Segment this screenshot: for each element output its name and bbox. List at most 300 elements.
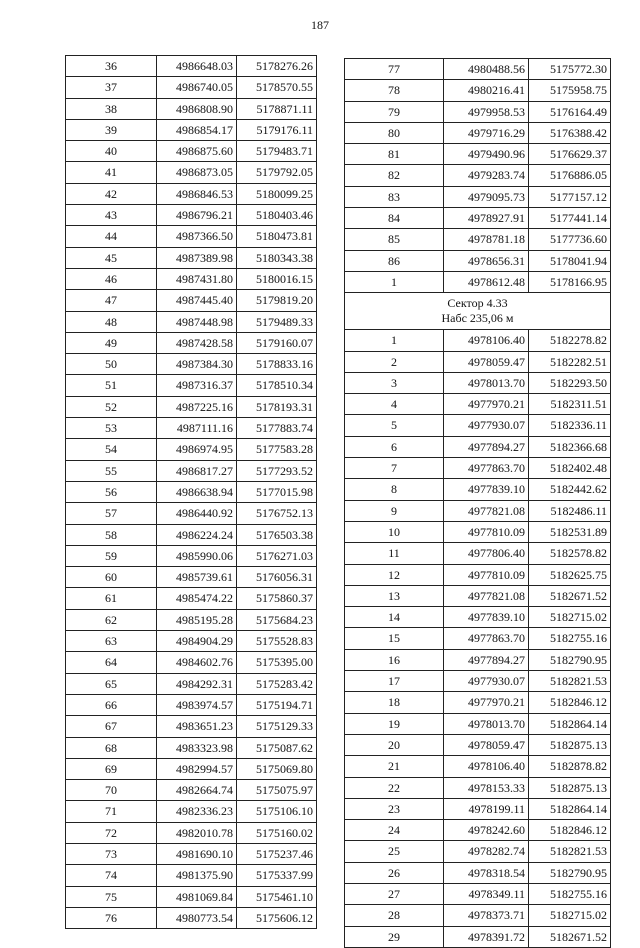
point-number: 57 — [66, 503, 157, 524]
table-row — [66, 268, 317, 289]
x-coordinate: 4987225.16 — [157, 396, 237, 417]
point-number: 2 — [345, 351, 444, 372]
x-coordinate: 4977821.08 — [444, 585, 529, 606]
table-row — [66, 524, 317, 545]
y-coordinate: 5182864.14 — [529, 713, 611, 734]
point-number: 79 — [345, 101, 444, 122]
x-coordinate: 4978282.74 — [444, 841, 529, 862]
y-coordinate: 5175283.42 — [237, 673, 317, 694]
sector-header — [345, 293, 611, 330]
point-number: 39 — [66, 119, 157, 140]
point-number: 15 — [345, 628, 444, 649]
table-row — [345, 122, 611, 143]
y-coordinate: 5182875.13 — [529, 734, 611, 755]
x-coordinate: 4979716.29 — [444, 122, 529, 143]
table-row — [345, 208, 611, 229]
point-number: 28 — [345, 905, 444, 926]
point-number: 43 — [66, 205, 157, 226]
y-coordinate: 5177157.12 — [529, 186, 611, 207]
point-number: 14 — [345, 607, 444, 628]
table-row — [66, 439, 317, 460]
x-coordinate: 4986740.05 — [157, 77, 237, 98]
table-row — [66, 780, 317, 801]
point-number: 1 — [345, 271, 444, 292]
table-row — [345, 841, 611, 862]
table-row — [66, 98, 317, 119]
x-coordinate: 4981690.10 — [157, 843, 237, 864]
table-row — [345, 692, 611, 713]
point-number: 83 — [345, 186, 444, 207]
sector-length: Набс 235,06 м — [441, 311, 514, 326]
x-coordinate: 4977806.40 — [444, 543, 529, 564]
point-number: 10 — [345, 521, 444, 542]
x-coordinate: 4986796.21 — [157, 205, 237, 226]
y-coordinate: 5175684.23 — [237, 609, 317, 630]
x-coordinate: 4980488.56 — [444, 59, 529, 80]
y-coordinate: 5182671.52 — [529, 585, 611, 606]
table-row — [66, 737, 317, 758]
point-number: 12 — [345, 564, 444, 585]
x-coordinate: 4978373.71 — [444, 905, 529, 926]
y-coordinate: 5182625.75 — [529, 564, 611, 585]
sector-header-group — [345, 293, 611, 330]
y-coordinate: 5182715.02 — [529, 607, 611, 628]
table-row — [345, 585, 611, 606]
y-coordinate: 5175237.46 — [237, 843, 317, 864]
x-coordinate: 4986648.03 — [157, 56, 237, 77]
y-coordinate: 5182486.11 — [529, 500, 611, 521]
x-coordinate: 4978612.48 — [444, 271, 529, 292]
point-number: 22 — [345, 777, 444, 798]
y-coordinate: 5175194.71 — [237, 694, 317, 715]
table-row — [66, 843, 317, 864]
point-number: 60 — [66, 567, 157, 588]
point-number: 76 — [66, 907, 157, 928]
point-number: 49 — [66, 332, 157, 353]
y-coordinate: 5182864.14 — [529, 798, 611, 819]
table-row — [345, 165, 611, 186]
table-row — [345, 186, 611, 207]
table-row — [345, 80, 611, 101]
y-coordinate: 5175772.30 — [529, 59, 611, 80]
table-row — [345, 351, 611, 372]
y-coordinate: 5182671.52 — [529, 926, 611, 947]
x-coordinate: 4978199.11 — [444, 798, 529, 819]
table-row — [66, 354, 317, 375]
table-row — [345, 543, 611, 564]
point-number: 29 — [345, 926, 444, 947]
table-row — [66, 652, 317, 673]
x-coordinate: 4987384.30 — [157, 354, 237, 375]
y-coordinate: 5175069.80 — [237, 758, 317, 779]
x-coordinate: 4982010.78 — [157, 822, 237, 843]
table-row — [66, 205, 317, 226]
point-number: 71 — [66, 801, 157, 822]
y-coordinate: 5180343.38 — [237, 247, 317, 268]
point-number: 78 — [345, 80, 444, 101]
point-number: 52 — [66, 396, 157, 417]
point-number: 27 — [345, 883, 444, 904]
point-number: 48 — [66, 311, 157, 332]
table-row — [66, 290, 317, 311]
table-row — [66, 588, 317, 609]
point-number: 11 — [345, 543, 444, 564]
table-row — [345, 734, 611, 755]
y-coordinate: 5178871.11 — [237, 98, 317, 119]
y-coordinate: 5177441.14 — [529, 208, 611, 229]
y-coordinate: 5182878.82 — [529, 756, 611, 777]
table-row — [66, 822, 317, 843]
page-number: 187 — [311, 18, 329, 32]
y-coordinate: 5179483.71 — [237, 141, 317, 162]
y-coordinate: 5182531.89 — [529, 521, 611, 542]
point-number: 81 — [345, 144, 444, 165]
x-coordinate: 4977839.10 — [444, 479, 529, 500]
x-coordinate: 4984904.29 — [157, 631, 237, 652]
table-row — [66, 801, 317, 822]
y-coordinate: 5178041.94 — [529, 250, 611, 271]
point-number: 19 — [345, 713, 444, 734]
table-row — [345, 820, 611, 841]
point-number: 72 — [66, 822, 157, 843]
point-number: 45 — [66, 247, 157, 268]
y-coordinate: 5182402.48 — [529, 458, 611, 479]
x-coordinate: 4986638.94 — [157, 481, 237, 502]
point-number: 73 — [66, 843, 157, 864]
table-row — [345, 862, 611, 883]
table-row — [66, 332, 317, 353]
y-coordinate: 5175606.12 — [237, 907, 317, 928]
table-row — [66, 396, 317, 417]
table-row — [66, 162, 317, 183]
table-row — [66, 226, 317, 247]
x-coordinate: 4982664.74 — [157, 780, 237, 801]
y-coordinate: 5175106.10 — [237, 801, 317, 822]
point-number: 56 — [66, 481, 157, 502]
point-number: 40 — [66, 141, 157, 162]
table-row — [345, 394, 611, 415]
table-row — [345, 144, 611, 165]
x-coordinate: 4987431.80 — [157, 268, 237, 289]
y-coordinate: 5178570.55 — [237, 77, 317, 98]
x-coordinate: 4983974.57 — [157, 694, 237, 715]
x-coordinate: 4977930.07 — [444, 415, 529, 436]
point-number: 58 — [66, 524, 157, 545]
y-coordinate: 5180016.15 — [237, 268, 317, 289]
x-coordinate: 4986854.17 — [157, 119, 237, 140]
y-coordinate: 5176388.42 — [529, 122, 611, 143]
point-number: 61 — [66, 588, 157, 609]
y-coordinate: 5179792.05 — [237, 162, 317, 183]
x-coordinate: 4978391.72 — [444, 926, 529, 947]
table-row — [66, 631, 317, 652]
table-row — [66, 609, 317, 630]
point-number: 6 — [345, 436, 444, 457]
x-coordinate: 4987366.50 — [157, 226, 237, 247]
y-coordinate: 5182336.11 — [529, 415, 611, 436]
coordinates-table-left — [65, 55, 317, 929]
x-coordinate: 4978059.47 — [444, 351, 529, 372]
table-row — [345, 59, 611, 80]
y-coordinate: 5178510.34 — [237, 375, 317, 396]
y-coordinate: 5175337.99 — [237, 865, 317, 886]
y-coordinate: 5176886.05 — [529, 165, 611, 186]
table-row — [345, 458, 611, 479]
table-row — [345, 521, 611, 542]
table-row — [345, 250, 611, 271]
y-coordinate: 5182578.82 — [529, 543, 611, 564]
y-coordinate: 5182755.16 — [529, 883, 611, 904]
point-number: 55 — [66, 460, 157, 481]
y-coordinate: 5175129.33 — [237, 716, 317, 737]
left-table-body — [66, 56, 317, 929]
x-coordinate: 4977970.21 — [444, 394, 529, 415]
table-row — [66, 77, 317, 98]
table-row — [345, 649, 611, 670]
point-number: 86 — [345, 250, 444, 271]
y-coordinate: 5176271.03 — [237, 545, 317, 566]
x-coordinate: 4978349.11 — [444, 883, 529, 904]
y-coordinate: 5177015.98 — [237, 481, 317, 502]
x-coordinate: 4978927.91 — [444, 208, 529, 229]
table-row — [345, 101, 611, 122]
x-coordinate: 4977863.70 — [444, 628, 529, 649]
point-number: 67 — [66, 716, 157, 737]
table-row — [66, 503, 317, 524]
y-coordinate: 5182790.95 — [529, 862, 611, 883]
x-coordinate: 4979283.74 — [444, 165, 529, 186]
x-coordinate: 4978013.70 — [444, 372, 529, 393]
table-row — [66, 481, 317, 502]
point-number: 53 — [66, 418, 157, 439]
table-row — [66, 758, 317, 779]
x-coordinate: 4977894.27 — [444, 436, 529, 457]
y-coordinate: 5182366.68 — [529, 436, 611, 457]
table-row — [345, 926, 611, 947]
point-number: 80 — [345, 122, 444, 143]
y-coordinate: 5179176.11 — [237, 119, 317, 140]
x-coordinate: 4977894.27 — [444, 649, 529, 670]
table-row — [345, 271, 611, 292]
x-coordinate: 4987445.40 — [157, 290, 237, 311]
table-row — [345, 671, 611, 692]
y-coordinate: 5178166.95 — [529, 271, 611, 292]
x-coordinate: 4984602.76 — [157, 652, 237, 673]
x-coordinate: 4985739.61 — [157, 567, 237, 588]
y-coordinate: 5179819.20 — [237, 290, 317, 311]
point-number: 65 — [66, 673, 157, 694]
point-number: 50 — [66, 354, 157, 375]
y-coordinate: 5180403.46 — [237, 205, 317, 226]
point-number: 82 — [345, 165, 444, 186]
point-number: 18 — [345, 692, 444, 713]
point-number: 74 — [66, 865, 157, 886]
y-coordinate: 5182282.51 — [529, 351, 611, 372]
table-row — [66, 247, 317, 268]
y-coordinate: 5182311.51 — [529, 394, 611, 415]
y-coordinate: 5175087.62 — [237, 737, 317, 758]
table-row — [345, 713, 611, 734]
x-coordinate: 4977810.09 — [444, 564, 529, 585]
table-row — [66, 694, 317, 715]
x-coordinate: 4978059.47 — [444, 734, 529, 755]
x-coordinate: 4978242.60 — [444, 820, 529, 841]
point-number: 17 — [345, 671, 444, 692]
y-coordinate: 5182875.13 — [529, 777, 611, 798]
x-coordinate: 4986846.53 — [157, 183, 237, 204]
point-number: 63 — [66, 631, 157, 652]
table-row — [66, 418, 317, 439]
y-coordinate: 5182821.53 — [529, 841, 611, 862]
x-coordinate: 4987389.98 — [157, 247, 237, 268]
y-coordinate: 5182715.02 — [529, 905, 611, 926]
point-number: 51 — [66, 375, 157, 396]
table-row — [66, 183, 317, 204]
x-coordinate: 4987428.58 — [157, 332, 237, 353]
table-row — [345, 564, 611, 585]
table-row — [66, 119, 317, 140]
x-coordinate: 4977821.08 — [444, 500, 529, 521]
y-coordinate: 5175160.02 — [237, 822, 317, 843]
x-coordinate: 4982336.23 — [157, 801, 237, 822]
table-row — [345, 607, 611, 628]
x-coordinate: 4986873.05 — [157, 162, 237, 183]
point-number: 64 — [66, 652, 157, 673]
x-coordinate: 4978106.40 — [444, 756, 529, 777]
point-number: 42 — [66, 183, 157, 204]
table-row — [66, 865, 317, 886]
x-coordinate: 4978781.18 — [444, 229, 529, 250]
x-coordinate: 4985195.28 — [157, 609, 237, 630]
point-number: 59 — [66, 545, 157, 566]
table-row — [345, 229, 611, 250]
x-coordinate: 4986808.90 — [157, 98, 237, 119]
y-coordinate: 5176164.49 — [529, 101, 611, 122]
table-row — [345, 479, 611, 500]
point-number: 66 — [66, 694, 157, 715]
y-coordinate: 5176629.37 — [529, 144, 611, 165]
point-number: 23 — [345, 798, 444, 819]
x-coordinate: 4977810.09 — [444, 521, 529, 542]
point-number: 5 — [345, 415, 444, 436]
table-row — [345, 798, 611, 819]
point-number: 62 — [66, 609, 157, 630]
table-row — [66, 907, 317, 928]
point-number: 41 — [66, 162, 157, 183]
y-coordinate: 5178833.16 — [237, 354, 317, 375]
point-number: 85 — [345, 229, 444, 250]
y-coordinate: 5177883.74 — [237, 418, 317, 439]
right-table-body-bottom — [345, 330, 611, 948]
point-number: 13 — [345, 585, 444, 606]
x-coordinate: 4979095.73 — [444, 186, 529, 207]
point-number: 4 — [345, 394, 444, 415]
y-coordinate: 5182278.82 — [529, 330, 611, 351]
y-coordinate: 5175528.83 — [237, 631, 317, 652]
y-coordinate: 5182846.12 — [529, 820, 611, 841]
y-coordinate: 5177583.28 — [237, 439, 317, 460]
sector-title: Сектор 4.33 — [447, 296, 508, 311]
y-coordinate: 5175461.10 — [237, 886, 317, 907]
point-number: 68 — [66, 737, 157, 758]
x-coordinate: 4983651.23 — [157, 716, 237, 737]
x-coordinate: 4985990.06 — [157, 545, 237, 566]
y-coordinate: 5180099.25 — [237, 183, 317, 204]
x-coordinate: 4977863.70 — [444, 458, 529, 479]
x-coordinate: 4987316.37 — [157, 375, 237, 396]
point-number: 75 — [66, 886, 157, 907]
point-number: 46 — [66, 268, 157, 289]
point-number: 8 — [345, 479, 444, 500]
y-coordinate: 5182821.53 — [529, 671, 611, 692]
table-row — [345, 372, 611, 393]
coordinates-table-right — [344, 58, 611, 948]
table-row — [66, 56, 317, 77]
sector-header-row — [345, 293, 611, 330]
point-number: 24 — [345, 820, 444, 841]
x-coordinate: 4978153.33 — [444, 777, 529, 798]
point-number: 3 — [345, 372, 444, 393]
y-coordinate: 5175958.75 — [529, 80, 611, 101]
point-number: 38 — [66, 98, 157, 119]
x-coordinate: 4986817.27 — [157, 460, 237, 481]
x-coordinate: 4983323.98 — [157, 737, 237, 758]
point-number: 16 — [345, 649, 444, 670]
y-coordinate: 5175395.00 — [237, 652, 317, 673]
point-number: 44 — [66, 226, 157, 247]
x-coordinate: 4986224.24 — [157, 524, 237, 545]
table-row — [66, 311, 317, 332]
table-row — [345, 883, 611, 904]
x-coordinate: 4977839.10 — [444, 607, 529, 628]
x-coordinate: 4981069.84 — [157, 886, 237, 907]
y-coordinate: 5182846.12 — [529, 692, 611, 713]
y-coordinate: 5176056.31 — [237, 567, 317, 588]
x-coordinate: 4982994.57 — [157, 758, 237, 779]
x-coordinate: 4977930.07 — [444, 671, 529, 692]
right-table-body-top — [345, 59, 611, 293]
x-coordinate: 4978318.54 — [444, 862, 529, 883]
y-coordinate: 5175860.37 — [237, 588, 317, 609]
x-coordinate: 4977970.21 — [444, 692, 529, 713]
point-number: 77 — [345, 59, 444, 80]
point-number: 25 — [345, 841, 444, 862]
table-row — [66, 567, 317, 588]
y-coordinate: 5182790.95 — [529, 649, 611, 670]
x-coordinate: 4978013.70 — [444, 713, 529, 734]
table-row — [66, 716, 317, 737]
point-number: 7 — [345, 458, 444, 479]
y-coordinate: 5182442.62 — [529, 479, 611, 500]
x-coordinate: 4987111.16 — [157, 418, 237, 439]
y-coordinate: 5176503.38 — [237, 524, 317, 545]
y-coordinate: 5180473.81 — [237, 226, 317, 247]
x-coordinate: 4978656.31 — [444, 250, 529, 271]
y-coordinate: 5178193.31 — [237, 396, 317, 417]
point-number: 37 — [66, 77, 157, 98]
point-number: 54 — [66, 439, 157, 460]
table-row — [345, 905, 611, 926]
table-row — [345, 436, 611, 457]
x-coordinate: 4986875.60 — [157, 141, 237, 162]
y-coordinate: 5177293.52 — [237, 460, 317, 481]
y-coordinate: 5175075.97 — [237, 780, 317, 801]
table-row — [66, 460, 317, 481]
table-row — [345, 330, 611, 351]
point-number: 9 — [345, 500, 444, 521]
point-number: 20 — [345, 734, 444, 755]
y-coordinate: 5178276.26 — [237, 56, 317, 77]
